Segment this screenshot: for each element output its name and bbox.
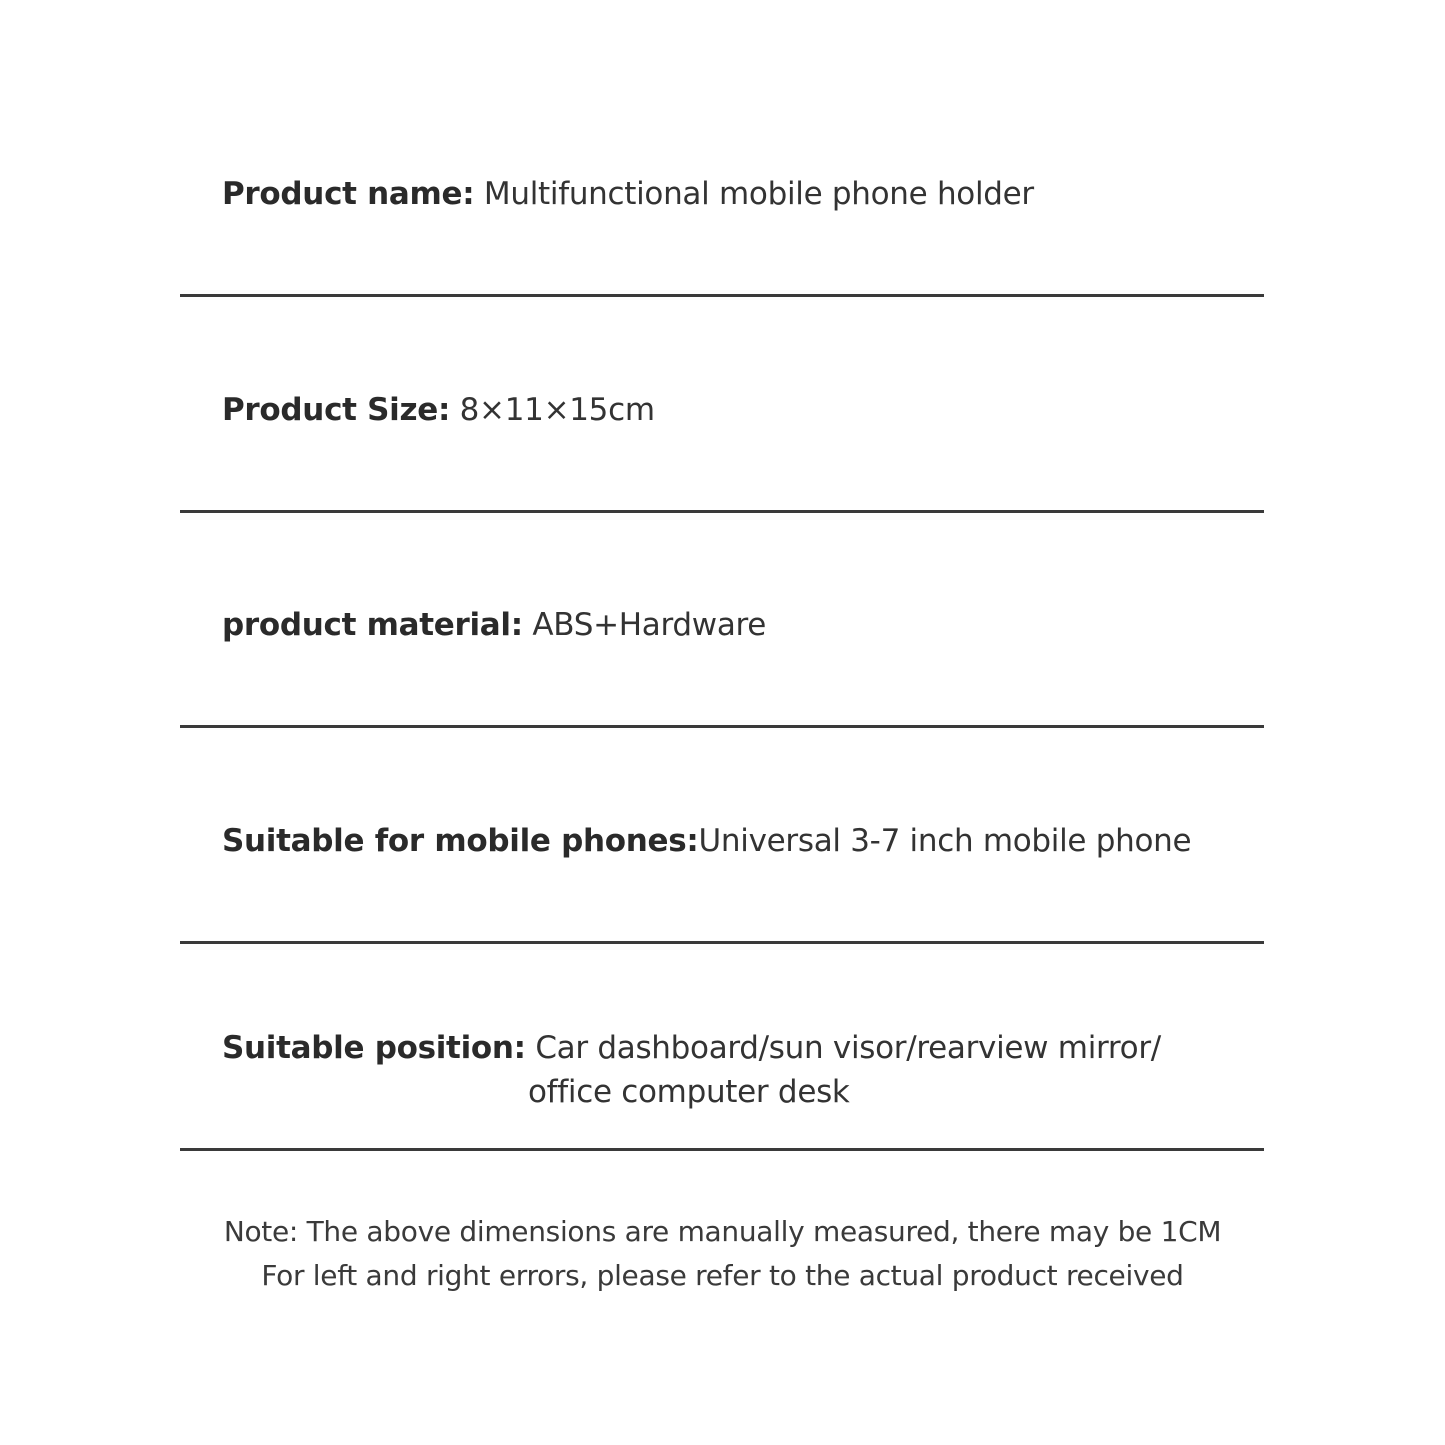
spec-suitable-position xyxy=(222,1026,1161,1070)
spec-value: Multifunctional mobile phone holder xyxy=(474,176,1034,212)
spec-product-material xyxy=(222,603,766,647)
divider xyxy=(180,725,1264,728)
note-line-2: For left and right errors, please refer to the actual product received xyxy=(261,1259,1184,1292)
divider xyxy=(180,510,1264,513)
spec-product-name xyxy=(222,172,1034,216)
spec-label: Product name: xyxy=(222,176,475,212)
divider xyxy=(180,1148,1264,1151)
divider xyxy=(180,941,1264,944)
spec-value-continuation: office computer desk xyxy=(528,1074,850,1110)
spec-label: Suitable for mobile phones: xyxy=(222,823,699,859)
spec-label: Suitable position: xyxy=(222,1030,526,1066)
spec-value: Car dashboard/sun visor/rearview mirror/ xyxy=(525,1030,1161,1066)
note-line-1: Note: The above dimensions are manually measured, there may be 1CM xyxy=(223,1215,1222,1248)
spec-suitable-phones xyxy=(222,819,1191,863)
spec-value: Universal 3-7 inch mobile phone xyxy=(698,823,1192,859)
spec-label: product material: xyxy=(222,607,523,643)
spec-value: ABS+Hardware xyxy=(522,607,767,643)
divider xyxy=(180,294,1264,297)
spec-label: Product Size: xyxy=(222,392,451,428)
spec-product-size xyxy=(222,388,655,432)
spec-value: 8×11×15cm xyxy=(450,392,655,428)
